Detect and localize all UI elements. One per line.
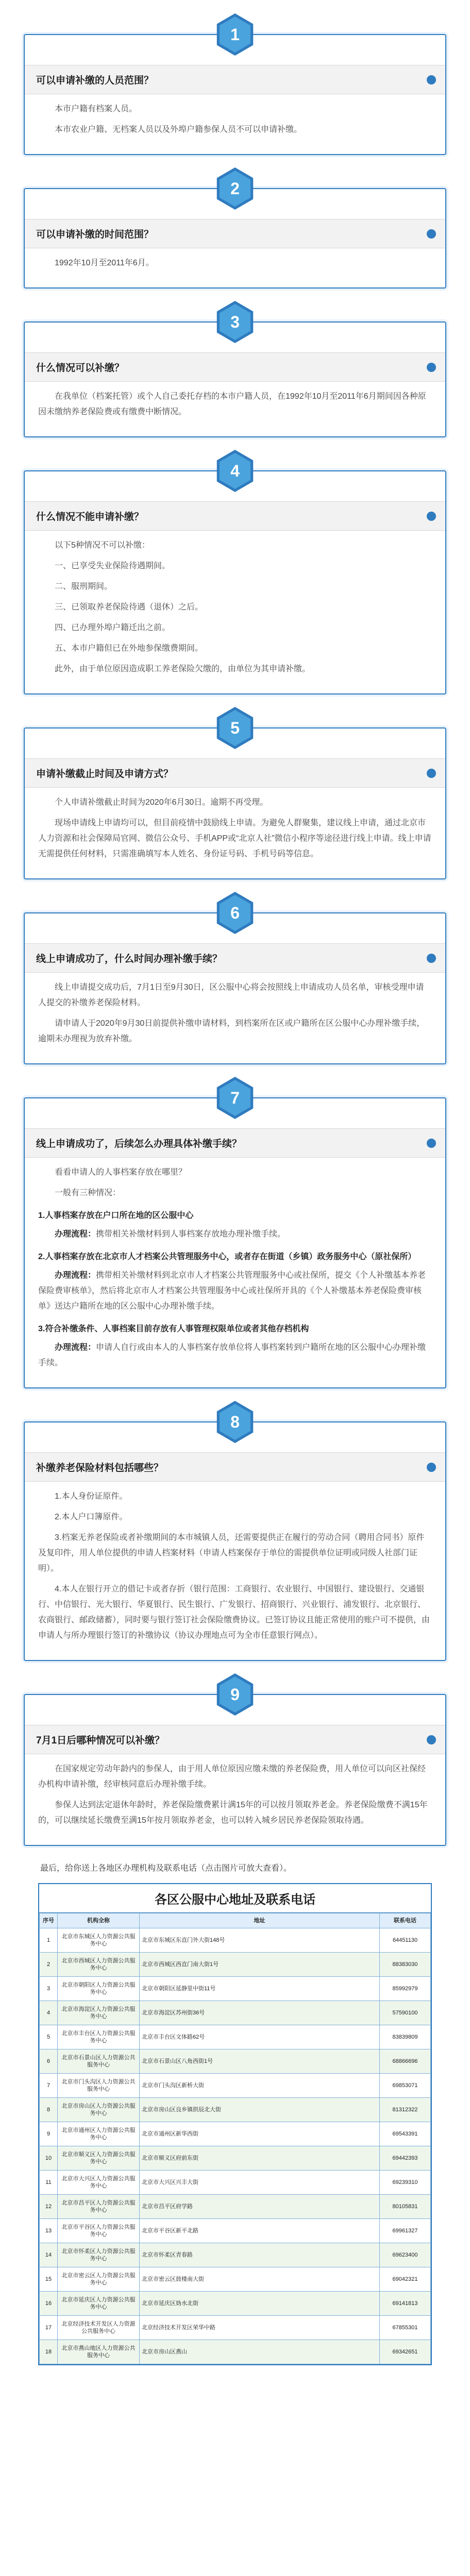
answer-body [25,980,445,1047]
footer-note: 最后，给你送上各地区办理机构及联系电话（点击图片可放大查看）。 [40,1864,292,1873]
section-number: 3 [230,312,240,331]
section-number-badge [214,167,256,210]
table-cell-org: 北京市朝阳区人力资源公共服务中心 [58,1977,140,2001]
table-cell-index: 13 [40,2219,58,2243]
table-cell-org: 北京市顺义区人力资源公共服务中心 [58,2146,140,2171]
table-cell-phone: 69543391 [380,2122,431,2146]
subsection-heading: 2.人事档案存放在北京市人才档案公共管理服务中心，或者存在街道（乡镇）政务服务中心（原社保所） [38,1252,416,1261]
table-row [40,1953,431,1977]
table-cell-address: 北京市东城区东直门外大街148号 [140,1928,380,1953]
table-cell-phone: 69042321 [380,2267,431,2292]
table-cell-address: 北京市门头沟区新桥大街 [140,2074,380,2098]
answer-paragraph: 一般有三种情况： [55,1189,121,1197]
question-bar [25,1128,445,1158]
section-number: 6 [230,903,240,922]
table-header-row [40,1913,431,1928]
table-cell-address: 北京市石景山区八角西街1号 [140,2049,380,2074]
question-bar [25,219,445,248]
question-title: 什么情况不能申请补缴？ [36,512,144,522]
answer-paragraph: 个人申请补缴截止时间为2020年6月30日。逾期不再受理。 [55,798,268,807]
faq-card [24,470,446,694]
faq-card [24,727,446,879]
answer-paragraph: 看看申请人的人事档案存放在哪里？ [55,1168,187,1177]
faq-section [24,892,446,1064]
process-text: 携带相关补缴材料到北京市人才档案公共管理服务中心或社保所，提交《个人补缴基本养老保险费审核单》，然后将北京市人才档案公共管理服务中心或社保所开具的《个人补缴基本养老保险费审核单》送达户籍所在地的区公服中心办理补缴手续。 [38,1271,426,1311]
table-row [40,2340,431,2364]
table-cell-org: 北京市怀柔区人力资源公共服务中心 [58,2243,140,2267]
table-cell-index: 11 [40,2171,58,2195]
table-cell-index: 5 [40,2025,58,2049]
table-cell-index: 3 [40,1977,58,2001]
table-cell-index: 10 [40,2146,58,2171]
table-cell-address: 北京市海淀区苏州街36号 [140,2001,380,2025]
faq-section [24,1401,446,1661]
subsection-paragraph [38,1340,432,1371]
table-cell-address: 北京市密云区鼓楼南大街 [140,2267,380,2292]
answer-paragraph: 此外，由于单位原因造成职工养老保险欠缴的，由单位为其申请补缴。 [55,665,311,673]
table-cell-address: 北京市丰台区文体路62号 [140,2025,380,2049]
answer-paragraph: 在国家规定劳动年龄内的参保人，由于用人单位原因应缴未缴的养老保险费，用人单位可以向区社保经办机构申请补缴，经审核同意后办理补缴手续。 [38,1765,426,1789]
table-row [40,2219,431,2243]
table-cell-address: 北京市朝阳区延静里中街11号 [140,1977,380,2001]
table-cell-org: 北京市大兴区人力资源公共服务中心 [58,2171,140,2195]
table-row [40,2049,431,2074]
table-cell-org: 北京市密云区人力资源公共服务中心 [58,2267,140,2292]
table-cell-phone: 69141813 [380,2292,431,2316]
faq-card [24,1421,446,1661]
faq-section [24,13,446,155]
table-row [40,2171,431,2195]
answer-paragraph: 以下5种情况不可以补缴： [55,541,150,550]
subsection-heading: 1.人事档案存放在户口所在地的区公服中心 [38,1211,194,1220]
table-cell-index: 12 [40,2195,58,2219]
table-cell-index: 2 [40,1953,58,1977]
table-cell-index: 1 [40,1928,58,1953]
table-cell-phone: 64451130 [380,1928,431,1953]
table-cell-phone: 57590100 [380,2001,431,2025]
answer-paragraph: 4.本人在银行开立的借记卡或者存折（银行范围：工商银行、农业银行、中国银行、建设银行、交通银行、中信银行、光大银行、华夏银行、民生银行、广发银行、招商银行、兴业银行、浦发银行、北京银行、农商银行、邮政储蓄），同时要与银行签订社会保险缴费协议。已签订协议且能正常使用的账户可不提供，由申请人与所办理银行签订的补缴协议（协议办理地点可为全市任意银行网点）。 [38,1585,430,1640]
section-number: 5 [230,718,240,737]
section-number-badge [214,892,256,934]
answer-body [25,101,445,138]
process-label: 办理流程： [55,1230,96,1239]
section-number: 4 [230,461,240,480]
table-row [40,2316,431,2340]
table-cell-org: 北京市通州区人力资源公共服务中心 [58,2122,140,2146]
answer-paragraph: 一、已享受失业保险待遇期间。 [55,562,171,570]
table-cell-phone: 69239310 [380,2171,431,2195]
question-bar [25,758,445,788]
question-title: 线上申请成功了，后续怎么办理具体补缴手续？ [36,1139,242,1149]
table-cell-org: 北京市石景山区人力资源公共服务中心 [58,2049,140,2074]
table-cell-address: 北京市平谷区新平北路 [140,2219,380,2243]
answer-paragraph: 本市农业户籍、无档案人员以及外埠户籍参保人员不可以申请补缴。 [55,125,303,134]
table-body [40,1928,431,2364]
table-cell-org: 北京市昌平区人力资源公共服务中心 [58,2195,140,2219]
table-cell-index: 4 [40,2001,58,2025]
table-row [40,2267,431,2292]
table-cell-address: 北京市怀柔区青春路 [140,2243,380,2267]
table-cell-phone: 69623400 [380,2243,431,2267]
faq-section [24,1077,446,1388]
table-cell-address: 北京市延庆区妫水北街 [140,2292,380,2316]
table-cell-address: 北京市房山区良乡镇拱辰北大街 [140,2098,380,2122]
question-bar [25,943,445,973]
table-row [40,2001,431,2025]
answer-paragraph: 五、本市户籍但已在外地参保缴费期间。 [55,644,204,653]
table-cell-address: 北京市昌平区府学路 [140,2195,380,2219]
faq-card [24,912,446,1064]
section-number: 8 [230,1412,240,1431]
table-header-phone: 联系电话 [380,1913,431,1928]
section-number-badge [214,13,256,56]
question-bar [25,1452,445,1482]
question-title: 可以申请补缴的时间范围？ [36,229,154,240]
table-row [40,1977,431,2001]
table-header-index: 序号 [40,1913,58,1928]
faq-card [24,1097,446,1388]
table-cell-index: 14 [40,2243,58,2267]
table-cell-address: 北京市房山区燕山 [140,2340,380,2364]
table-cell-org: 北京市平谷区人力资源公共服务中心 [58,2219,140,2243]
question-title: 补缴养老保险材料包括哪些？ [36,1463,164,1473]
table-cell-org: 北京经济技术开发区人力资源公共服务中心 [58,2316,140,2340]
table-cell-address: 北京市西城区西直门南大街1号 [140,1953,380,1977]
table-cell-phone: 68866696 [380,2049,431,2074]
table-cell-phone: 88383030 [380,1953,431,1977]
section-number-badge [214,1077,256,1119]
section-number-badge [214,301,256,343]
table-cell-org: 北京市延庆区人力资源公共服务中心 [58,2292,140,2316]
answer-paragraph: 3.档案无养老保险或者补缴期间的本市城镇人员，还需要提供正在履行的劳动合同（聘用合同书）原件及复印件，用人单位提供的申请人档案材料（申请人档案保存于单位的需提供单位证明或同级人社部门证明）。 [38,1533,425,1573]
answer-paragraph: 2.本人户口簿原件。 [55,1513,128,1521]
table-row [40,1928,431,1953]
table-cell-address: 北京经济技术开发区荣华中路 [140,2316,380,2340]
section-number: 1 [230,25,240,44]
contact-table [39,1913,431,2364]
table-header-address: 地址 [140,1913,380,1928]
table-row [40,2025,431,2049]
question-bar [25,1725,445,1754]
question-title: 线上申请成功了，什么时间办理补缴手续？ [36,954,223,964]
answer-body [25,1761,445,1828]
process-text: 申请人自行或由本人的人事档案存放单位将人事档案转到户籍所在地的区公服中心办理补缴手续。 [38,1343,426,1367]
question-bar [25,65,445,94]
section-number: 2 [230,179,240,198]
table-cell-index: 9 [40,2122,58,2146]
question-title: 申请补缴截止时间及申请方式？ [36,769,174,779]
answer-body [25,1489,445,1643]
faq-section [24,301,446,437]
answer-paragraph: 三、已领取养老保险待遇（退休）之后。 [55,603,204,612]
process-label: 办理流程： [55,1271,96,1280]
answer-paragraph: 请申请人于2020年9月30日前提供补缴申请材料，到档案所在区或户籍所在区公服中心办理补缴手续，逾期未办理视为放弃补缴。 [38,1019,425,1043]
answer-paragraph: 二、服刑期间。 [55,582,113,591]
section-number-badge [214,707,256,749]
answer-paragraph: 参保人达到法定退休年龄时，养老保险缴费累计满15年的可以按月领取养老金。养老保险缴费不满15年的，可以继续延长缴费至满15年按月领取养老金，也可以转入城乡居民养老保险领取待遇。 [38,1801,428,1825]
table-cell-org: 北京市海淀区人力资源公共服务中心 [58,2001,140,2025]
table-cell-address: 北京市大兴区兴丰大街 [140,2171,380,2195]
section-number-badge [214,450,256,492]
table-cell-index: 7 [40,2074,58,2098]
table-cell-org: 北京市门头沟区人力资源公共服务中心 [58,2074,140,2098]
contact-table-card [38,1883,432,2365]
table-cell-address: 北京市顺义区府前东街 [140,2146,380,2171]
answer-body [25,1165,445,1371]
answer-paragraph: 在我单位（档案托管）或个人自己委托存档的本市户籍人员，在1992年10月至2011年6月期间因各种原因未缴纳养老保险费或有缴费中断情况。 [38,392,426,416]
table-title: 各区公服中心地址及联系电话 [39,1884,431,1913]
question-title: 可以申请补缴的人员范围？ [36,75,154,86]
table-row [40,2292,431,2316]
answer-body [25,256,445,271]
table-row [40,2243,431,2267]
answer-paragraph: 1992年10月至2011年6月。 [55,259,154,267]
table-cell-index: 6 [40,2049,58,2074]
question-title: 什么情况可以补缴？ [36,363,125,374]
answer-paragraph: 本市户籍有档案人员。 [55,105,138,113]
table-cell-org: 北京市燕山地区人力资源公共服务中心 [58,2340,140,2364]
subsection-heading: 3.符合补缴条件、人事档案目前存放有人事管理权限单位或者其他存档机构 [38,1325,309,1333]
table-cell-org: 北京市西城区人力资源公共服务中心 [58,1953,140,1977]
table-cell-org: 北京市房山区人力资源公共服务中心 [58,2098,140,2122]
answer-paragraph: 线上申请提交成功后，7月1日至9月30日，区公服中心将会按照线上申请成功人员名单，审核受理申请人提交的补缴养老保险材料。 [38,983,424,1007]
table-cell-phone: 69342651 [380,2340,431,2364]
section-number: 7 [230,1088,240,1107]
table-cell-phone: 69442393 [380,2146,431,2171]
table-cell-index: 8 [40,2098,58,2122]
faq-section [24,450,446,694]
process-text: 携带相关补缴材料到人事档案存放地办理补缴手续。 [96,1230,286,1239]
answer-paragraph: 现场申请线上申请均可以，但目前疫情中鼓励线上申请。为避免人群聚集，建议线上申请，通过北京市人力资源和社会保障局官网、微信公众号、手机APP或“北京人社”微信小程序等途径进行线上申请。线上申请无需提供任何材料，只需准确填写本人姓名、身份证号码、手机号码等信息。 [38,819,431,858]
table-cell-phone: 85992979 [380,1977,431,2001]
section-number-badge [214,1673,256,1716]
table-cell-index: 17 [40,2316,58,2340]
faq-section [24,167,446,289]
table-cell-phone: 81312322 [380,2098,431,2122]
answer-body [25,795,445,862]
table-cell-phone: 80105831 [380,2195,431,2219]
subsection-paragraph [38,1227,432,1242]
table-cell-org: 北京市丰台区人力资源公共服务中心 [58,2025,140,2049]
faq-section [24,1673,446,1846]
answer-paragraph: 四、已办理外埠户籍迁出之前。 [55,623,171,632]
section-number-badge [214,1401,256,1443]
table-cell-index: 18 [40,2340,58,2364]
table-cell-phone: 67855301 [380,2316,431,2340]
table-row [40,2122,431,2146]
question-bar [25,352,445,382]
table-cell-phone: 83839809 [380,2025,431,2049]
table-cell-index: 15 [40,2267,58,2292]
question-bar [25,501,445,531]
faq-card [24,1694,446,1846]
table-cell-index: 16 [40,2292,58,2316]
table-cell-org: 北京市东城区人力资源公共服务中心 [58,1928,140,1953]
answer-paragraph: 1.本人身份证原件。 [55,1492,128,1501]
table-row [40,2146,431,2171]
answer-body [25,389,445,420]
table-cell-address: 北京市通州区新华西街 [140,2122,380,2146]
subsection-paragraph [38,1268,432,1314]
table-cell-phone: 69961327 [380,2219,431,2243]
answer-body [25,538,445,677]
table-cell-phone: 69853071 [380,2074,431,2098]
table-row [40,2195,431,2219]
section-number: 9 [230,1685,240,1704]
process-label: 办理流程： [55,1343,96,1352]
table-header-org: 机构全称 [58,1913,140,1928]
table-row [40,2098,431,2122]
table-row [40,2074,431,2098]
faq-section [24,707,446,879]
faq-sections [0,13,470,1846]
question-title: 7月1日后哪种情况可以补缴？ [36,1735,165,1746]
